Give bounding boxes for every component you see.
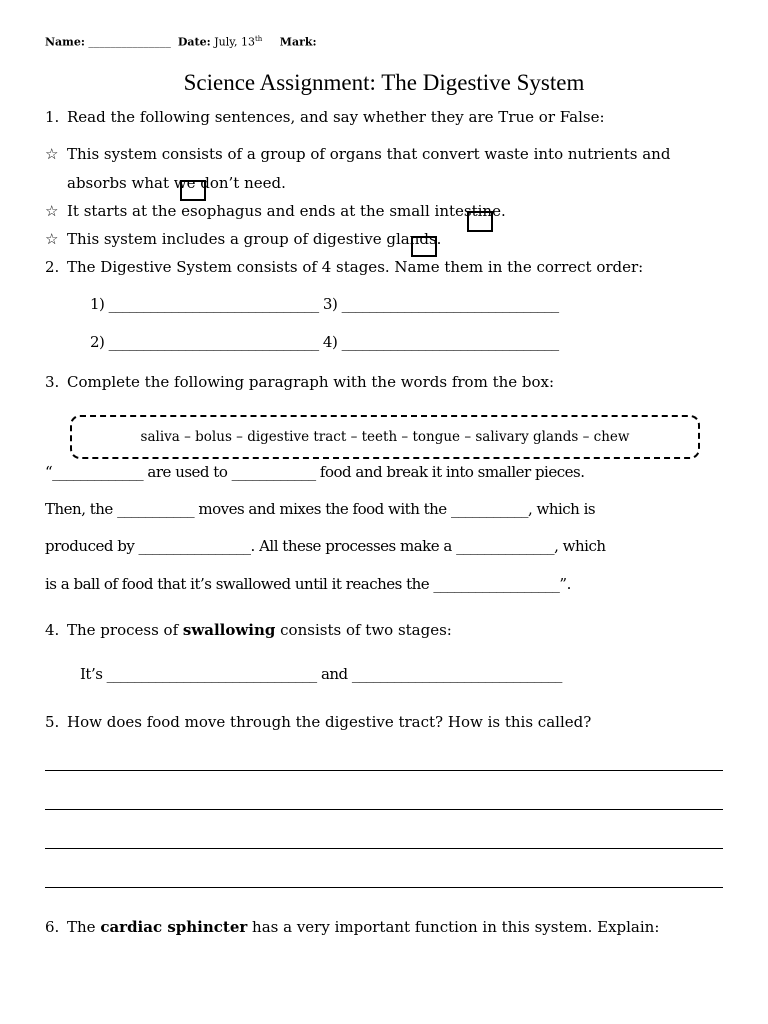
statement-2 [45, 202, 506, 220]
answer-line-1[interactable] [45, 770, 723, 771]
page-title: Science Assignment: The Digestive System [183, 70, 585, 95]
question-3 [45, 373, 554, 391]
star-icon: ☆ [45, 202, 59, 220]
answer-line-3[interactable] [45, 848, 723, 849]
header-row [45, 35, 317, 49]
stages-row-2[interactable]: 2) ______________________________ 4) _______________________________ [90, 333, 559, 351]
statement-text: This system includes a group of digestive glands. [67, 230, 442, 248]
fill-in-paragraph-line-1[interactable]: “_____________ are used to ____________ food and break it into smaller pieces. [45, 463, 585, 481]
question-number: 1. [45, 108, 60, 126]
question-6 [45, 918, 659, 936]
word-box-text: saliva – bolus – digestive tract – teeth – tongue – salivary glands – chew [140, 429, 630, 445]
true-false-checkbox-3[interactable] [411, 236, 437, 257]
answer-line-2[interactable] [45, 809, 723, 810]
stages-row-1[interactable]: 1) ______________________________ 3) _______________________________ [90, 295, 559, 313]
question-number: 5. [45, 713, 60, 731]
question-text-pre: The [67, 918, 101, 936]
question-text: Complete the following paragraph with the words from the box: [67, 373, 555, 391]
name-label: Name: [45, 35, 85, 49]
date-label: Date: [177, 35, 211, 49]
swallowing-stages-answer[interactable]: It’s ______________________________ and ______________________________ [80, 665, 562, 683]
question-number: 6. [45, 918, 60, 936]
question-4 [45, 621, 452, 639]
statement-1 [45, 145, 670, 163]
statement-1-continued [67, 174, 286, 192]
name-blank[interactable]: _______________ [88, 35, 171, 49]
question-text-bold: swallowing [182, 621, 276, 639]
date-value: July, 13 [214, 35, 255, 49]
mark-label: Mark: [279, 35, 317, 49]
question-number: 2. [45, 258, 60, 276]
fill-in-paragraph-line-3[interactable]: produced by ________________. All these processes make a ______________, which [45, 537, 606, 555]
fill-in-paragraph-line-2[interactable]: Then, the ___________ moves and mixes the food with the ___________, which is [45, 500, 596, 518]
statement-3 [45, 230, 441, 248]
question-text-bold: cardiac sphincter [100, 918, 248, 936]
word-box [70, 415, 700, 459]
true-false-checkbox-2[interactable] [467, 211, 493, 232]
question-text: The Digestive System consists of 4 stages. Name them in the correct order: [67, 258, 644, 276]
fill-in-paragraph-line-4[interactable]: is a ball of food that it’s swallowed until it reaches the __________________”. [45, 575, 571, 593]
statement-text: This system consists of a group of organs that convert waste into nutrients and [67, 145, 671, 163]
statement-text: It starts at the esophagus and ends at the small intestine. [67, 202, 506, 220]
question-number: 3. [45, 373, 60, 391]
star-icon: ☆ [45, 145, 59, 163]
star-icon: ☆ [45, 230, 59, 248]
statement-text: absorbs what we don’t need. [67, 174, 286, 192]
question-text: How does food move through the digestive tract? How is this called? [67, 713, 592, 731]
question-1 [45, 108, 605, 126]
date-sup: th [254, 35, 263, 43]
question-2 [45, 258, 643, 276]
question-text-post: has a very important function in this system. Explain: [247, 918, 660, 936]
question-text: Read the following sentences, and say whether they are True or False: [67, 108, 605, 126]
question-text-post: consists of two stages: [275, 621, 452, 639]
question-number: 4. [45, 621, 60, 639]
true-false-checkbox-1[interactable] [180, 180, 206, 201]
question-text-pre: The process of [67, 621, 183, 639]
answer-line-4[interactable] [45, 887, 723, 888]
question-5 [45, 713, 591, 731]
